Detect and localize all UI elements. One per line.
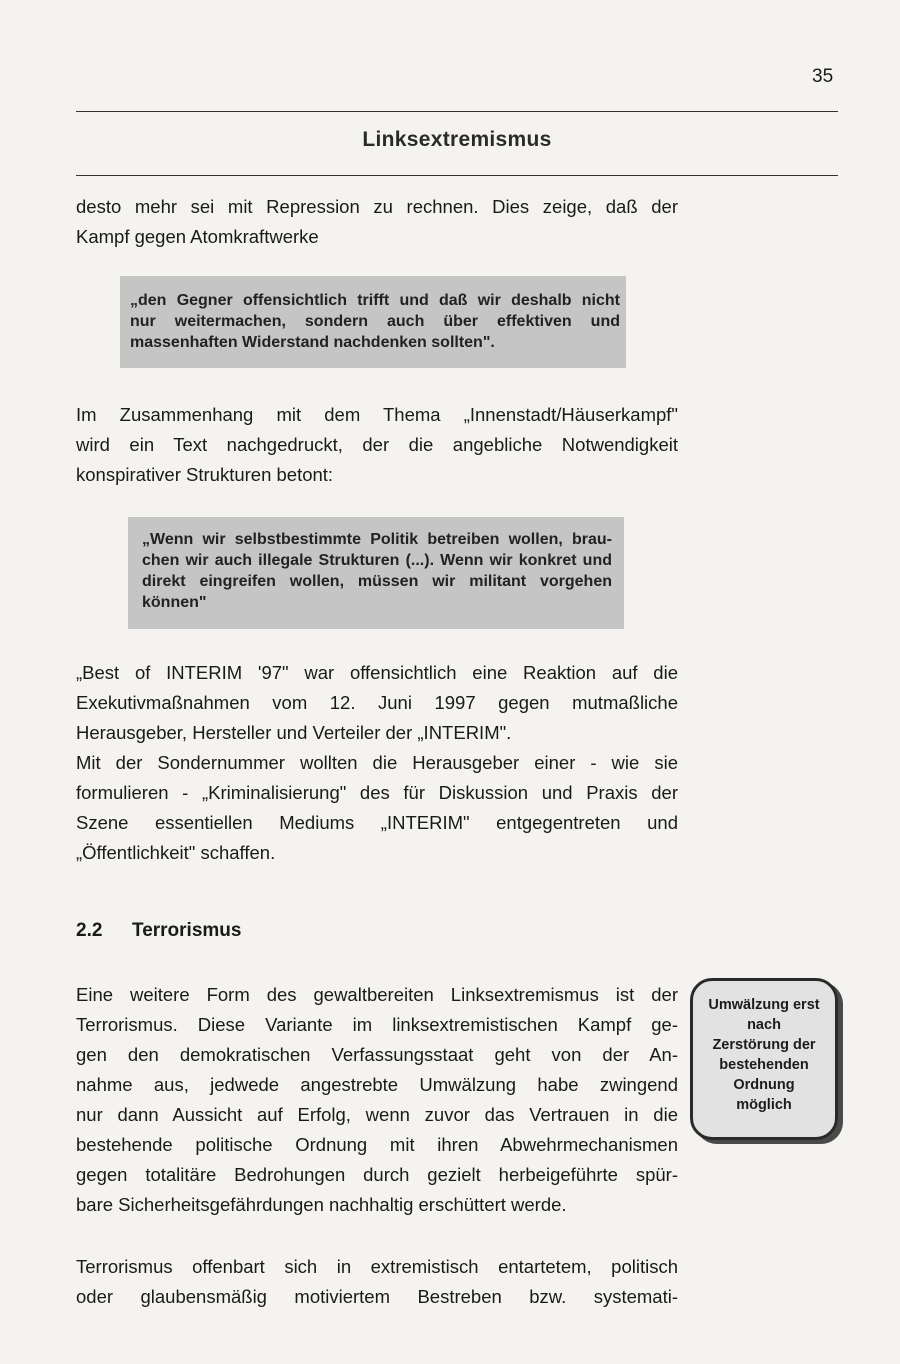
margin-note-line: Ordnung xyxy=(733,1077,795,1093)
margin-note-line: bestehenden xyxy=(719,1057,809,1073)
quote-box-strukturen xyxy=(128,517,624,629)
margin-note-line: nach xyxy=(747,1017,781,1033)
text-line: nur dann Aussicht auf Erfolg, wenn zuvor das Vertrauen in die xyxy=(76,1104,678,1125)
quote-line: massenhaften Widerstand nachdenken sollten". xyxy=(130,334,495,351)
text-line: Exekutivmaßnahmen vom 12. Juni 1997 gegen mutmaßliche xyxy=(76,692,678,713)
margin-note-line: Zerstörung der xyxy=(712,1037,816,1053)
text-line: bestehende politische Ordnung mit ihren Abwehrmechanismen xyxy=(76,1134,678,1155)
text-line: Mit der Sondernummer wollten die Herausgeber einer - wie sie xyxy=(76,752,678,773)
quote-line: chen wir auch illegale Strukturen (...). Wenn wir konkret und xyxy=(142,552,612,569)
text-line: oder glaubensmäßig motiviertem Bestreben bzw. systemati- xyxy=(76,1286,678,1307)
text-line: formulieren - „Kriminalisierung" des für Diskussion und Praxis der xyxy=(76,782,678,803)
paragraph-interim xyxy=(76,658,678,868)
section-number: 2.2 xyxy=(76,920,103,941)
section-heading xyxy=(76,920,241,942)
paragraph-terrorismus xyxy=(76,980,678,1220)
page-number: 35 xyxy=(812,66,834,87)
text-line: „Best of INTERIM '97" war offensichtlich eine Reaktion auf die xyxy=(76,662,678,683)
text-line: wird ein Text nachgedruckt, der die angebliche Notwendigkeit xyxy=(76,434,678,455)
text-line: Terrorismus. Diese Variante im linksextremistischen Kampf ge- xyxy=(76,1014,678,1035)
text-line: Kampf gegen Atomkraftwerke xyxy=(76,226,319,247)
header-rule-bottom xyxy=(76,175,838,176)
text-line: Szene essentiellen Mediums „INTERIM" entgegentreten und xyxy=(76,812,678,833)
text-line: gen den demokratischen Verfassungsstaat geht von der An- xyxy=(76,1044,678,1065)
quote-line: nur weitermachen, sondern auch über effektiven und xyxy=(130,313,620,330)
quote-line: „Wenn wir selbstbestimmte Politik betreiben wollen, brau- xyxy=(142,531,612,548)
text-line: „Öffentlichkeit" schaffen. xyxy=(76,842,276,863)
margin-note-box xyxy=(690,978,838,1140)
margin-note-line: möglich xyxy=(736,1097,792,1113)
running-header-title: Linksextremismus xyxy=(362,128,552,151)
quote-box-atomkraft xyxy=(120,276,626,368)
text-line: konspirativer Strukturen betont: xyxy=(76,464,334,485)
text-line: Eine weitere Form des gewaltbereiten Linksextremismus ist der xyxy=(76,984,678,1005)
quote-line: können" xyxy=(142,594,207,611)
text-line: Im Zusammenhang mit dem Thema „Innenstadt/Häuserkampf" xyxy=(76,404,678,425)
section-title: Terrorismus xyxy=(132,920,242,941)
paragraph-terrorismus-definition xyxy=(76,1252,678,1312)
quote-line: „den Gegner offensichtlich trifft und daß wir deshalb nicht xyxy=(130,292,620,309)
text-line: desto mehr sei mit Repression zu rechnen. Dies zeige, daß der xyxy=(76,196,678,217)
quote-line: direkt eingreifen wollen, müssen wir militant vorgehen xyxy=(142,573,612,590)
margin-note-line: Umwälzung erst xyxy=(708,997,820,1013)
text-line: Herausgeber, Hersteller und Verteiler der „INTERIM". xyxy=(76,722,512,743)
text-line: gegen totalitäre Bedrohungen durch gezielt herbeigeführte spür- xyxy=(76,1164,678,1185)
text-line: Terrorismus offenbart sich in extremistisch entartetem, politisch xyxy=(76,1256,678,1277)
paragraph-repression xyxy=(76,192,678,252)
header-rule-top xyxy=(76,111,838,112)
paragraph-haeuserkampf xyxy=(76,400,678,490)
text-line: nahme aus, jedwede angestrebte Umwälzung habe zwingend xyxy=(76,1074,678,1095)
text-line: bare Sicherheitsgefährdungen nachhaltig erschüttert werde. xyxy=(76,1194,567,1215)
